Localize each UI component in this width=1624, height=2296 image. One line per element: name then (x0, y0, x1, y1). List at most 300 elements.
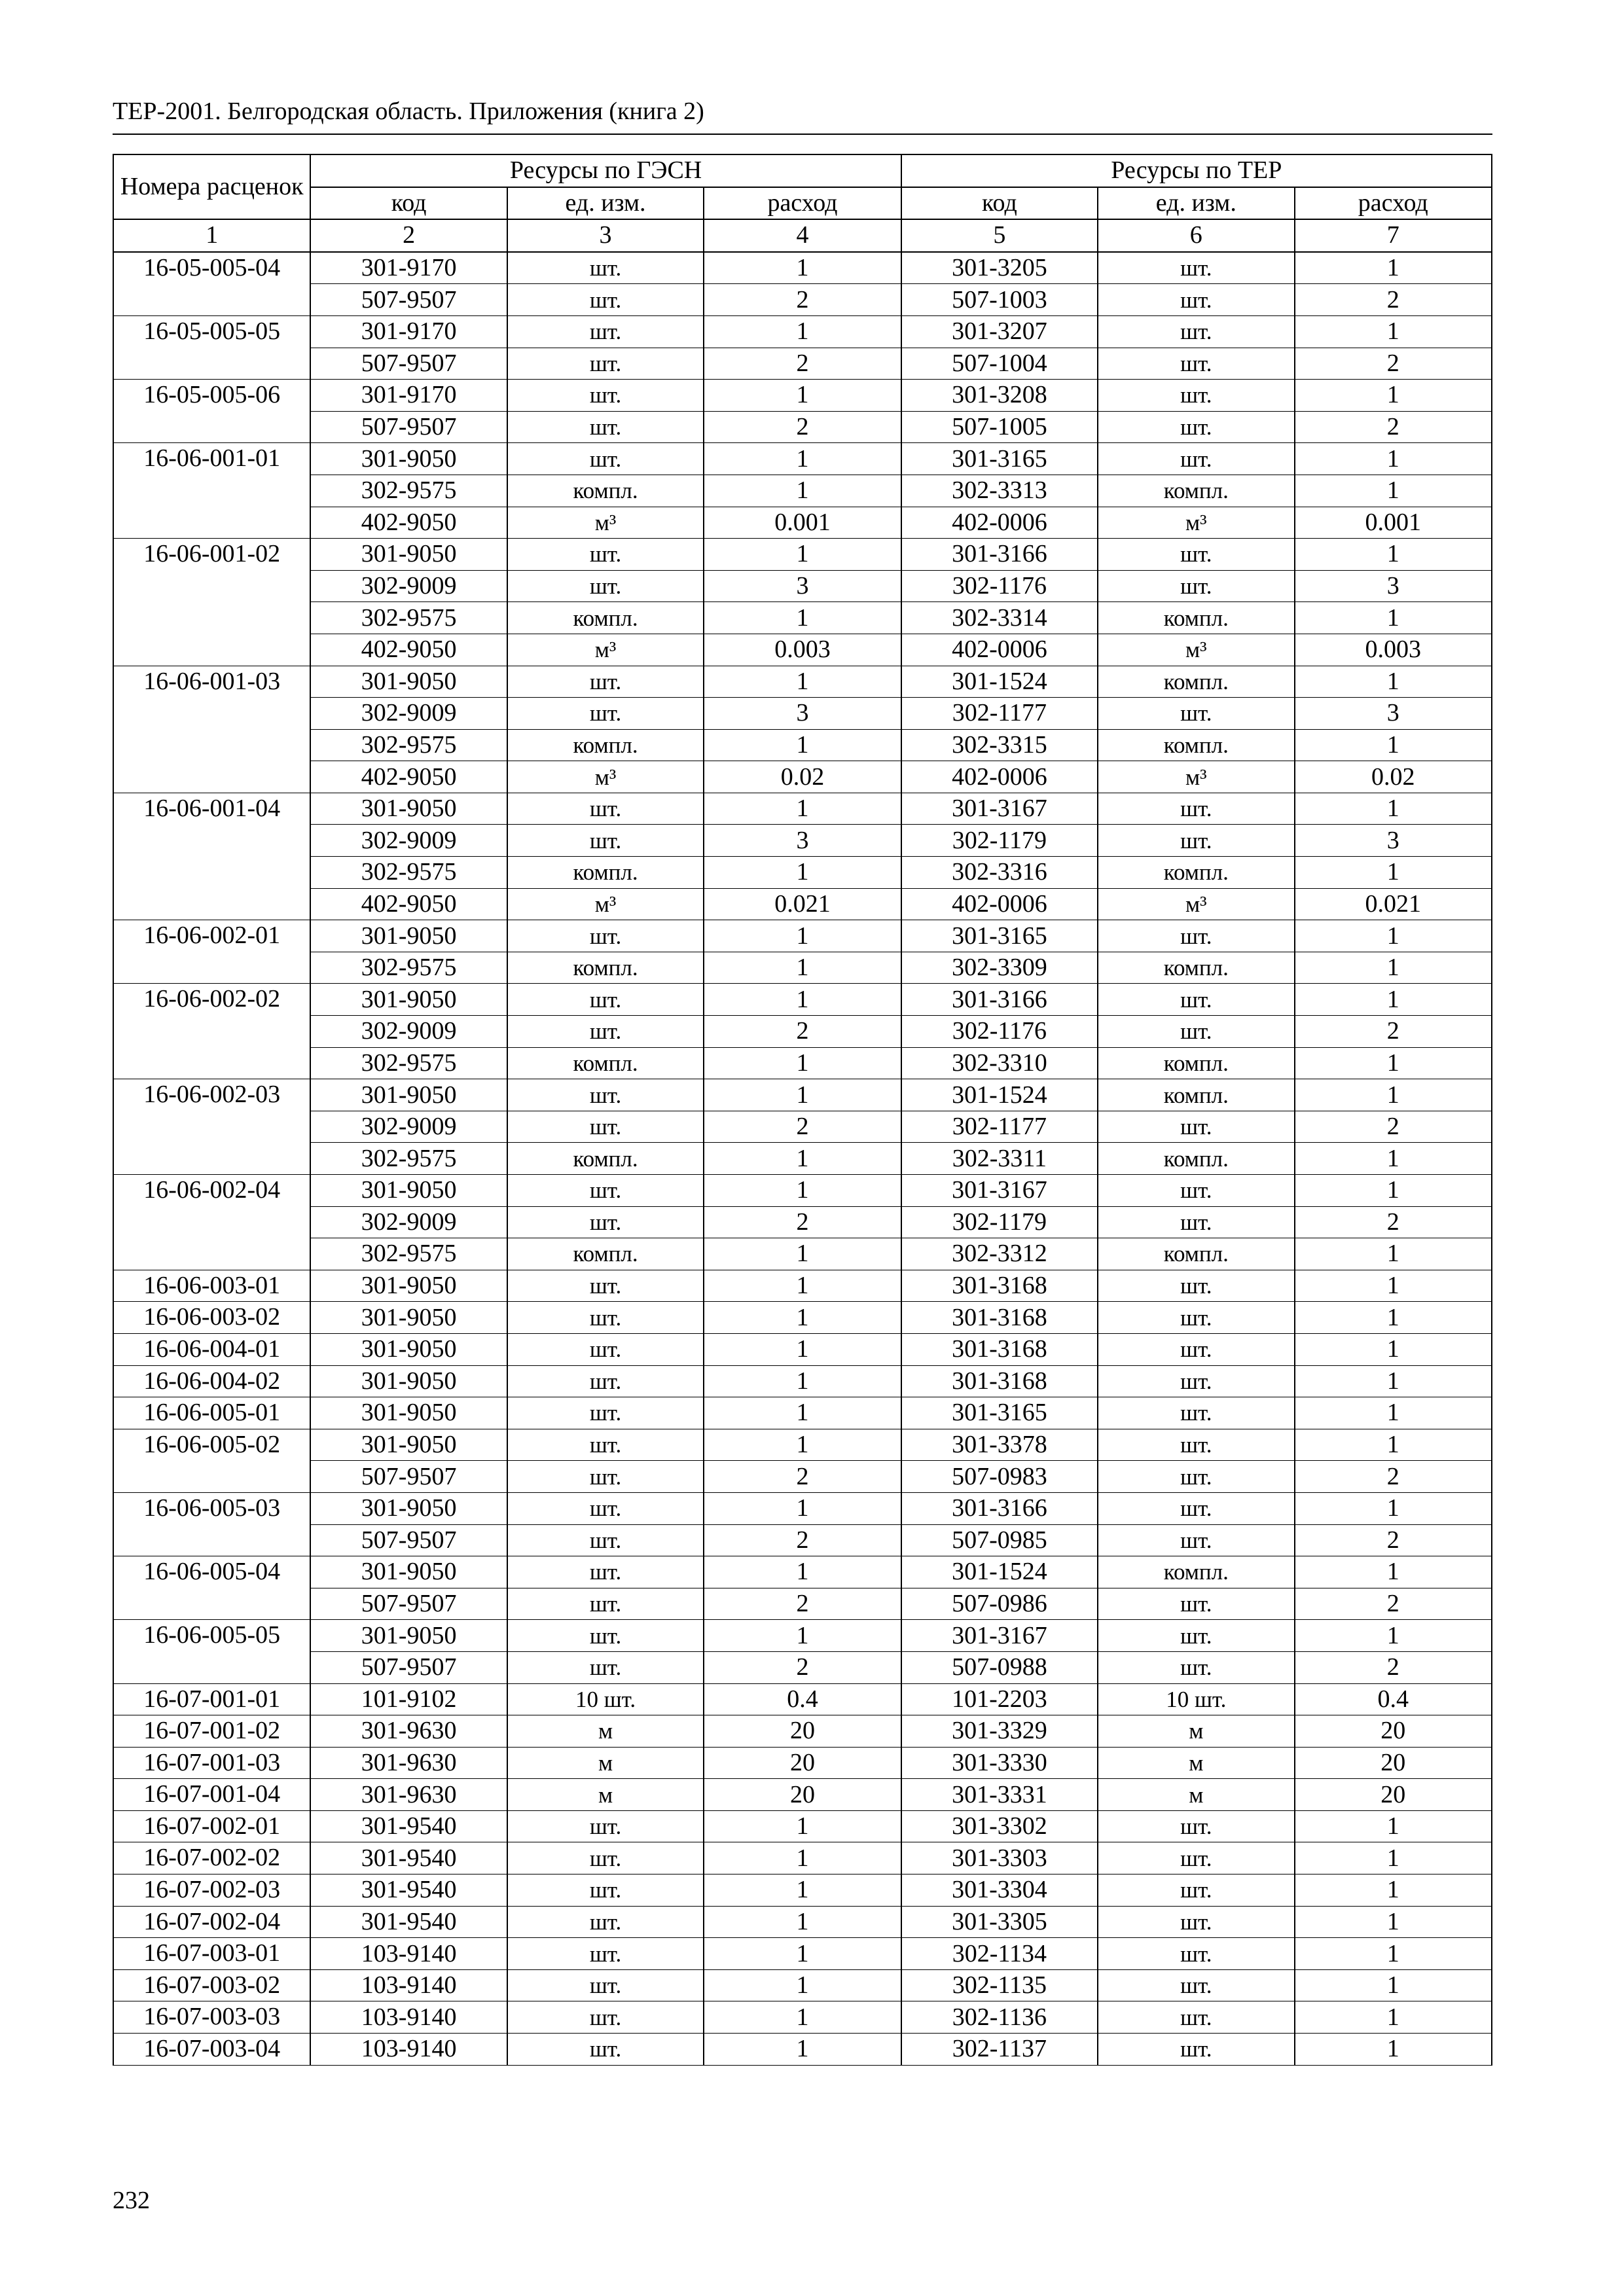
ter-unit-cell: м³ (1098, 507, 1294, 539)
table-row (113, 411, 1492, 443)
gesn-code-cell: 507-9507 (310, 1588, 507, 1620)
rate-number-cell: 16-06-003-02 (113, 1302, 310, 1334)
ter-consumption-cell: 2 (1295, 411, 1492, 443)
table-body (113, 252, 1492, 2065)
ter-consumption-cell: 0.4 (1295, 1683, 1492, 1715)
table-row (113, 1842, 1492, 1874)
table-row (113, 570, 1492, 602)
ter-consumption-cell: 1 (1295, 1556, 1492, 1588)
ter-unit-cell: м (1098, 1715, 1294, 1748)
ter-unit-cell: шт. (1098, 793, 1294, 825)
gesn-unit-cell: шт. (507, 698, 704, 730)
ter-consumption-cell: 20 (1295, 1715, 1492, 1748)
gesn-unit-cell: шт. (507, 1588, 704, 1620)
ter-code-cell: 301-3165 (901, 920, 1098, 952)
gesn-unit-cell: шт. (507, 1429, 704, 1461)
gesn-unit-cell: компл. (507, 1143, 704, 1175)
gesn-consumption-cell: 1 (704, 1492, 901, 1524)
gesn-unit-cell: шт. (507, 920, 704, 952)
ter-code-cell: 507-1003 (901, 284, 1098, 316)
gesn-unit-cell: шт. (507, 539, 704, 571)
gesn-code-cell: 507-9507 (310, 1524, 507, 1556)
ter-code-cell: 402-0006 (901, 888, 1098, 920)
table-row (113, 380, 1492, 412)
table-row (113, 1079, 1492, 1111)
ter-code-cell: 301-3305 (901, 1906, 1098, 1938)
gesn-unit-cell: компл. (507, 475, 704, 507)
ter-code-cell: 402-0006 (901, 634, 1098, 666)
column-number: 3 (507, 219, 704, 252)
ter-code-cell: 301-3168 (901, 1302, 1098, 1334)
gesn-code-cell: 301-9540 (310, 1906, 507, 1938)
gesn-code-cell: 301-9170 (310, 315, 507, 348)
gesn-unit-cell: шт. (507, 1206, 704, 1238)
ter-consumption-cell: 1 (1295, 252, 1492, 284)
gesn-code-cell: 302-9575 (310, 475, 507, 507)
gesn-consumption-cell: 1 (704, 1874, 901, 1907)
ter-code-cell: 507-1004 (901, 348, 1098, 380)
ter-code-cell: 301-3208 (901, 380, 1098, 412)
ter-code-cell: 302-3311 (901, 1143, 1098, 1175)
gesn-consumption-cell: 1 (704, 1175, 901, 1207)
gesn-consumption-cell: 1 (704, 666, 901, 698)
rate-number-cell: 16-07-001-04 (113, 1779, 310, 1811)
table-row (113, 315, 1492, 348)
table-row (113, 1874, 1492, 1907)
rate-number-cell: 16-06-001-03 (113, 666, 310, 793)
ter-consumption-cell: 1 (1295, 984, 1492, 1016)
ter-consumption-cell: 1 (1295, 315, 1492, 348)
ter-code-cell: 507-0983 (901, 1461, 1098, 1493)
gesn-code-cell: 301-9170 (310, 252, 507, 284)
ter-code-cell: 302-1177 (901, 698, 1098, 730)
gesn-consumption-cell: 1 (704, 380, 901, 412)
gesn-consumption-cell: 1 (704, 1810, 901, 1842)
table-row (113, 1143, 1492, 1175)
gesn-consumption-cell: 1 (704, 1302, 901, 1334)
gesn-code-cell: 103-9140 (310, 2034, 507, 2066)
rate-number-cell: 16-05-005-04 (113, 252, 310, 316)
gesn-unit-cell: м³ (507, 888, 704, 920)
gesn-consumption-cell: 1 (704, 1047, 901, 1079)
ter-unit-cell: компл. (1098, 1238, 1294, 1270)
gesn-unit-cell: м (507, 1747, 704, 1779)
ter-code-cell: 301-3165 (901, 1397, 1098, 1429)
gesn-consumption-cell: 2 (704, 1016, 901, 1048)
gesn-consumption-cell: 2 (704, 1111, 901, 1143)
gesn-code-cell: 402-9050 (310, 634, 507, 666)
ter-code-cell: 301-3329 (901, 1715, 1098, 1748)
ter-code-cell: 302-1179 (901, 1206, 1098, 1238)
gesn-unit-cell: шт. (507, 315, 704, 348)
ter-unit-cell: шт. (1098, 1111, 1294, 1143)
gesn-unit-cell: шт. (507, 1556, 704, 1588)
ter-unit-cell: шт. (1098, 1365, 1294, 1397)
ter-code-cell: 507-0986 (901, 1588, 1098, 1620)
gesn-code-cell: 402-9050 (310, 761, 507, 793)
ter-unit-cell: шт. (1098, 1874, 1294, 1907)
ter-code-cell: 301-3166 (901, 1492, 1098, 1524)
ter-unit-cell: шт. (1098, 1810, 1294, 1842)
table-row (113, 1016, 1492, 1048)
header-rate-numbers-label: Номера расценок (120, 173, 304, 201)
ter-code-cell: 301-3302 (901, 1810, 1098, 1842)
ter-code-cell: 507-1005 (901, 411, 1098, 443)
gesn-code-cell: 301-9050 (310, 666, 507, 698)
ter-unit-cell: шт. (1098, 698, 1294, 730)
ter-unit-cell: шт. (1098, 1175, 1294, 1207)
ter-unit-cell: шт. (1098, 1270, 1294, 1302)
ter-consumption-cell: 3 (1295, 698, 1492, 730)
header-gesn-unit: ед. изм. (507, 187, 704, 220)
ter-unit-cell: компл. (1098, 1556, 1294, 1588)
ter-code-cell: 301-3168 (901, 1270, 1098, 1302)
table-row (113, 952, 1492, 984)
gesn-code-cell: 301-9050 (310, 1302, 507, 1334)
rate-number-cell: 16-06-005-02 (113, 1429, 310, 1492)
gesn-unit-cell: компл. (507, 602, 704, 634)
ter-consumption-cell: 1 (1295, 602, 1492, 634)
gesn-consumption-cell: 2 (704, 1206, 901, 1238)
ter-unit-cell: шт. (1098, 920, 1294, 952)
gesn-unit-cell: компл. (507, 729, 704, 761)
rate-number-cell: 16-06-005-04 (113, 1556, 310, 1620)
ter-consumption-cell: 2 (1295, 284, 1492, 316)
ter-consumption-cell: 1 (1295, 793, 1492, 825)
table-row (113, 475, 1492, 507)
rate-number-cell: 16-06-004-01 (113, 1333, 310, 1365)
gesn-unit-cell: шт. (507, 1620, 704, 1652)
gesn-code-cell: 301-9050 (310, 793, 507, 825)
gesn-consumption-cell: 1 (704, 920, 901, 952)
gesn-unit-cell: шт. (507, 1461, 704, 1493)
table-row (113, 1938, 1492, 1970)
ter-unit-cell: шт. (1098, 2034, 1294, 2066)
gesn-code-cell: 301-9050 (310, 1333, 507, 1365)
gesn-consumption-cell: 2 (704, 284, 901, 316)
ter-consumption-cell: 1 (1295, 1810, 1492, 1842)
rate-number-cell: 16-07-002-01 (113, 1810, 310, 1842)
table-row (113, 1969, 1492, 2001)
gesn-consumption-cell: 1 (704, 729, 901, 761)
gesn-consumption-cell: 0.02 (704, 761, 901, 793)
ter-consumption-cell: 1 (1295, 1270, 1492, 1302)
gesn-unit-cell: шт. (507, 666, 704, 698)
table-row (113, 1651, 1492, 1683)
ter-unit-cell: шт. (1098, 1492, 1294, 1524)
gesn-unit-cell: шт. (507, 1874, 704, 1907)
gesn-consumption-cell: 2 (704, 411, 901, 443)
ter-code-cell: 302-3310 (901, 1047, 1098, 1079)
table-row (113, 888, 1492, 920)
gesn-code-cell: 301-9170 (310, 380, 507, 412)
table-row (113, 539, 1492, 571)
table-row (113, 666, 1492, 698)
ter-code-cell: 301-3330 (901, 1747, 1098, 1779)
ter-unit-cell: шт. (1098, 443, 1294, 475)
gesn-consumption-cell: 20 (704, 1715, 901, 1748)
ter-consumption-cell: 1 (1295, 1365, 1492, 1397)
page-header: ТЕР-2001. Белгородская область. Приложения (книга 2) (113, 92, 1492, 135)
rate-number-cell: 16-06-001-01 (113, 443, 310, 539)
gesn-consumption-cell: 1 (704, 475, 901, 507)
gesn-consumption-cell: 20 (704, 1747, 901, 1779)
header-gesn-consumption: расход (704, 187, 901, 220)
table-row (113, 1524, 1492, 1556)
gesn-unit-cell: шт. (507, 984, 704, 1016)
gesn-code-cell: 302-9575 (310, 1238, 507, 1270)
ter-code-cell: 301-3166 (901, 539, 1098, 571)
ter-unit-cell: шт. (1098, 1333, 1294, 1365)
table-row (113, 1461, 1492, 1493)
ter-code-cell: 301-3168 (901, 1333, 1098, 1365)
table-row (113, 825, 1492, 857)
ter-consumption-cell: 1 (1295, 2034, 1492, 2066)
ter-unit-cell: шт. (1098, 252, 1294, 284)
gesn-consumption-cell: 1 (704, 2001, 901, 2034)
ter-consumption-cell: 20 (1295, 1779, 1492, 1811)
gesn-unit-cell: шт. (507, 1302, 704, 1334)
ter-consumption-cell: 2 (1295, 348, 1492, 380)
table-row (113, 602, 1492, 634)
ter-unit-cell: шт. (1098, 1302, 1294, 1334)
ter-unit-cell: шт. (1098, 570, 1294, 602)
ter-code-cell: 301-3166 (901, 984, 1098, 1016)
table-row (113, 729, 1492, 761)
gesn-consumption-cell: 3 (704, 825, 901, 857)
table-row (113, 1333, 1492, 1365)
gesn-consumption-cell: 1 (704, 1143, 901, 1175)
gesn-consumption-cell: 1 (704, 952, 901, 984)
ter-consumption-cell: 0.021 (1295, 888, 1492, 920)
ter-consumption-cell: 1 (1295, 920, 1492, 952)
column-number: 1 (113, 219, 310, 252)
gesn-consumption-cell: 1 (704, 1906, 901, 1938)
ter-code-cell: 302-3312 (901, 1238, 1098, 1270)
gesn-code-cell: 301-9540 (310, 1874, 507, 1907)
ter-unit-cell: шт. (1098, 1524, 1294, 1556)
gesn-consumption-cell: 3 (704, 698, 901, 730)
gesn-consumption-cell: 1 (704, 1969, 901, 2001)
gesn-unit-cell: шт. (507, 2001, 704, 2034)
ter-unit-cell: шт. (1098, 984, 1294, 1016)
gesn-unit-cell: шт. (507, 1333, 704, 1365)
gesn-unit-cell: шт. (507, 411, 704, 443)
ter-code-cell: 402-0006 (901, 507, 1098, 539)
ter-consumption-cell: 0.02 (1295, 761, 1492, 793)
ter-consumption-cell: 1 (1295, 1302, 1492, 1334)
rate-number-cell: 16-07-002-04 (113, 1906, 310, 1938)
gesn-unit-cell: шт. (507, 1906, 704, 1938)
ter-unit-cell: компл. (1098, 1047, 1294, 1079)
ter-unit-cell: шт. (1098, 1397, 1294, 1429)
gesn-code-cell: 101-9102 (310, 1683, 507, 1715)
gesn-code-cell: 507-9507 (310, 411, 507, 443)
ter-consumption-cell: 1 (1295, 1874, 1492, 1907)
gesn-unit-cell: шт. (507, 1938, 704, 1970)
rate-number-cell: 16-06-004-02 (113, 1365, 310, 1397)
header-rate-numbers (113, 154, 310, 219)
gesn-consumption-cell: 2 (704, 1461, 901, 1493)
ter-code-cell: 302-1179 (901, 825, 1098, 857)
ter-code-cell: 301-3167 (901, 1620, 1098, 1652)
table-row (113, 1556, 1492, 1588)
ter-consumption-cell: 1 (1295, 1906, 1492, 1938)
gesn-unit-cell: шт. (507, 1270, 704, 1302)
ter-code-cell: 301-3207 (901, 315, 1098, 348)
ter-consumption-cell: 2 (1295, 1206, 1492, 1238)
gesn-consumption-cell: 1 (704, 1397, 901, 1429)
header-gesn-group: Ресурсы по ГЭСН (310, 154, 901, 187)
gesn-unit-cell: шт. (507, 1810, 704, 1842)
gesn-consumption-cell: 1 (704, 1238, 901, 1270)
ter-unit-cell: шт. (1098, 1620, 1294, 1652)
ter-unit-cell: шт. (1098, 1588, 1294, 1620)
gesn-consumption-cell: 1 (704, 984, 901, 1016)
ter-unit-cell: компл. (1098, 1079, 1294, 1111)
ter-unit-cell: шт. (1098, 1938, 1294, 1970)
gesn-code-cell: 301-9050 (310, 1175, 507, 1207)
ter-consumption-cell: 1 (1295, 1842, 1492, 1874)
table-row (113, 2034, 1492, 2066)
ter-unit-cell: компл. (1098, 666, 1294, 698)
ter-code-cell: 301-3303 (901, 1842, 1098, 1874)
ter-code-cell: 101-2203 (901, 1683, 1098, 1715)
ter-unit-cell: м (1098, 1747, 1294, 1779)
table-row (113, 920, 1492, 952)
ter-consumption-cell: 1 (1295, 1492, 1492, 1524)
gesn-consumption-cell: 1 (704, 1270, 901, 1302)
rate-number-cell: 16-06-002-04 (113, 1175, 310, 1270)
ter-unit-cell: шт. (1098, 1906, 1294, 1938)
ter-code-cell: 302-3316 (901, 857, 1098, 889)
rate-number-cell: 16-07-001-01 (113, 1683, 310, 1715)
gesn-consumption-cell: 20 (704, 1779, 901, 1811)
ter-consumption-cell: 2 (1295, 1461, 1492, 1493)
gesn-unit-cell: шт. (507, 1175, 704, 1207)
table-row (113, 857, 1492, 889)
ter-unit-cell: шт. (1098, 1651, 1294, 1683)
gesn-code-cell: 507-9507 (310, 284, 507, 316)
gesn-code-cell: 301-9540 (310, 1842, 507, 1874)
gesn-unit-cell: шт. (507, 1969, 704, 2001)
gesn-code-cell: 507-9507 (310, 1651, 507, 1683)
ter-consumption-cell: 1 (1295, 952, 1492, 984)
gesn-unit-cell: шт. (507, 793, 704, 825)
ter-consumption-cell: 1 (1295, 539, 1492, 571)
gesn-unit-cell: компл. (507, 952, 704, 984)
ter-code-cell: 302-1135 (901, 1969, 1098, 2001)
rate-number-cell: 16-06-005-05 (113, 1620, 310, 1683)
ter-code-cell: 301-3304 (901, 1874, 1098, 1907)
ter-consumption-cell: 1 (1295, 2001, 1492, 2034)
table-row (113, 1492, 1492, 1524)
table-row (113, 507, 1492, 539)
gesn-consumption-cell: 1 (704, 602, 901, 634)
table-row (113, 1397, 1492, 1429)
ter-unit-cell: компл. (1098, 602, 1294, 634)
gesn-code-cell: 302-9009 (310, 570, 507, 602)
gesn-code-cell: 301-9050 (310, 1365, 507, 1397)
table-row (113, 1238, 1492, 1270)
gesn-unit-cell: шт. (507, 1524, 704, 1556)
gesn-consumption-cell: 3 (704, 570, 901, 602)
ter-code-cell: 507-0988 (901, 1651, 1098, 1683)
gesn-consumption-cell: 1 (704, 857, 901, 889)
rate-number-cell: 16-07-003-03 (113, 2001, 310, 2034)
ter-code-cell: 301-3378 (901, 1429, 1098, 1461)
rate-number-cell: 16-07-003-02 (113, 1969, 310, 2001)
ter-code-cell: 507-0985 (901, 1524, 1098, 1556)
ter-unit-cell: компл. (1098, 857, 1294, 889)
gesn-consumption-cell: 1 (704, 1079, 901, 1111)
table-row (113, 1111, 1492, 1143)
gesn-code-cell: 301-9050 (310, 984, 507, 1016)
gesn-unit-cell: шт. (507, 1651, 704, 1683)
gesn-unit-cell: компл. (507, 1047, 704, 1079)
gesn-unit-cell: шт. (507, 1842, 704, 1874)
gesn-consumption-cell: 0.001 (704, 507, 901, 539)
ter-code-cell: 302-1137 (901, 2034, 1098, 2066)
gesn-unit-cell: шт. (507, 1397, 704, 1429)
ter-consumption-cell: 1 (1295, 857, 1492, 889)
gesn-consumption-cell: 0.4 (704, 1683, 901, 1715)
rate-number-cell: 16-07-002-02 (113, 1842, 310, 1874)
table-row (113, 443, 1492, 475)
rate-number-cell: 16-07-001-03 (113, 1747, 310, 1779)
column-number: 5 (901, 219, 1098, 252)
column-number: 7 (1295, 219, 1492, 252)
table-row (113, 2001, 1492, 2034)
ter-code-cell: 302-1134 (901, 1938, 1098, 1970)
rate-number-cell: 16-07-003-01 (113, 1938, 310, 1970)
gesn-code-cell: 302-9575 (310, 952, 507, 984)
gesn-consumption-cell: 1 (704, 793, 901, 825)
ter-code-cell: 301-3331 (901, 1779, 1098, 1811)
gesn-code-cell: 301-9050 (310, 539, 507, 571)
gesn-consumption-cell: 1 (704, 443, 901, 475)
gesn-code-cell: 301-9050 (310, 1620, 507, 1652)
table-row (113, 1620, 1492, 1652)
table-row (113, 1047, 1492, 1079)
table-row (113, 1175, 1492, 1207)
table-row (113, 252, 1492, 284)
gesn-consumption-cell: 1 (704, 1620, 901, 1652)
gesn-code-cell: 301-9050 (310, 1556, 507, 1588)
rate-number-cell: 16-06-001-02 (113, 539, 310, 666)
table-row (113, 348, 1492, 380)
ter-consumption-cell: 1 (1295, 380, 1492, 412)
table-row (113, 1779, 1492, 1811)
ter-code-cell: 302-1176 (901, 1016, 1098, 1048)
ter-consumption-cell: 1 (1295, 1079, 1492, 1111)
gesn-consumption-cell: 1 (704, 1938, 901, 1970)
table-row (113, 1302, 1492, 1334)
ter-code-cell: 302-3314 (901, 602, 1098, 634)
gesn-code-cell: 302-9009 (310, 698, 507, 730)
table-row (113, 634, 1492, 666)
ter-consumption-cell: 2 (1295, 1651, 1492, 1683)
ter-unit-cell: шт. (1098, 825, 1294, 857)
ter-consumption-cell: 0.001 (1295, 507, 1492, 539)
ter-consumption-cell: 1 (1295, 1333, 1492, 1365)
rate-number-cell: 16-06-001-04 (113, 793, 310, 920)
ter-consumption-cell: 2 (1295, 1588, 1492, 1620)
rate-number-cell: 16-07-001-02 (113, 1715, 310, 1748)
column-number: 6 (1098, 219, 1294, 252)
ter-unit-cell: шт. (1098, 348, 1294, 380)
gesn-consumption-cell: 0.003 (704, 634, 901, 666)
